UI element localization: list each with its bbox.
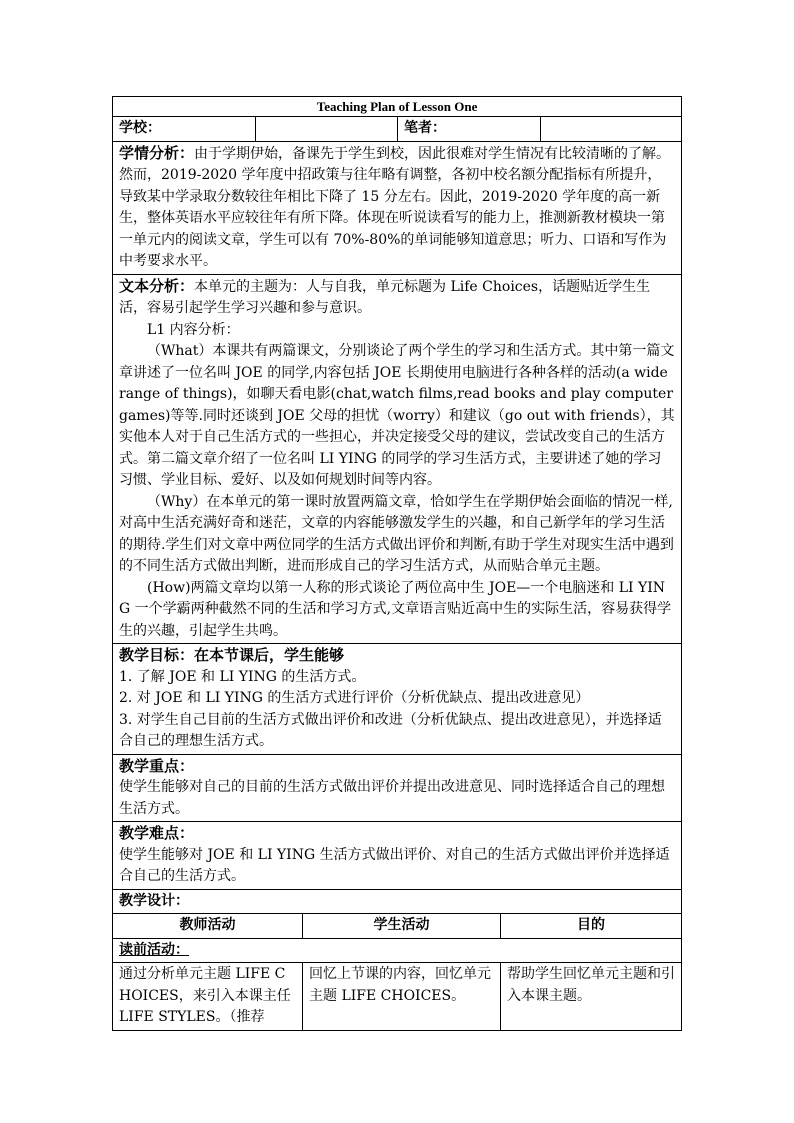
design-header-row <box>113 914 682 939</box>
situation-label: 学情分析： <box>119 143 195 162</box>
situation-text: 由于学期伊始，备课先于学生到校，因此很难对学生情况有比较清晰的了解。然而，2019-2020 学年度中招政策与往年略有调整，各初中校名额分配指标有所提升，导致某中学录取分数较往年相比下降了 15 分左右。因此，2019-2020 学年度的高一新生，整体英语水平应较往年有所下降。体现在听说读看写的能力上，推测新教材模块一第一单元内的阅读文章，学生可以有 70%-80%的单词能够知道意思；听力、口语和写作为中考要求水平。 <box>119 145 671 269</box>
what-paragraph: （What）本课共有两篇课文，分别谈论了两个学生的学习和生活方式。其中第一篇文章讲述了一位名叫 JOE 的同学,内容包括 JOE 长期使用电脑进行各种各样的活动(a wide range of things)，如聊天看电影(chat,watch films,read books and play computer games)等等.同时还谈到 JOE 父母的担忧（worry）和建议（go out with friends），其实他本人对于自己生活方式的一些担心，并决定接受父母的建议，尝试改变自己的生活方式。第二篇文章介绍了一位名叫 LI YING 的同学的学习生活方式，主要讲述了她的学习习惯、学业目标、爱好、以及如何规划时间等内容。 <box>119 343 675 488</box>
design-label-row <box>113 889 682 914</box>
pre-reading-label: 读前活动： <box>119 941 189 958</box>
text-analysis-intro: 本单元的主题为：人与自我，单元标题为 Life Choices，话题贴近学生生活，容易引起学生学习兴趣和参与意识。 <box>119 278 651 316</box>
objective-item: 2. 对 JOE 和 LI YING 的生活方式进行评价（分析优缺点、提出改进意见） <box>119 690 590 706</box>
design-label: 教学设计： <box>113 889 682 914</box>
situation-analysis <box>113 141 682 274</box>
purpose-cell: 帮助学生回忆单元主题和引入本课主题。 <box>501 963 682 1031</box>
teaching-objectives <box>113 644 682 755</box>
l1-heading: L1 内容分析： <box>147 321 240 338</box>
how-paragraph: (How)两篇文章均以第一人称的形式谈论了两位高中生 JOE—一个电脑迷和 LI YING 一个学霸两种截然不同的生活和学习方式,文章语言贴近高中生的实际生活，容易获得学生的兴趣，引起学生共鸣。 <box>119 579 672 639</box>
design-activity-row <box>113 963 682 1031</box>
difficulties-row <box>113 822 682 890</box>
school-value <box>256 117 398 142</box>
key-points <box>113 754 682 822</box>
difficulties <box>113 822 682 890</box>
header-teacher-activity: 教师活动 <box>113 914 303 939</box>
difficulties-label: 教学难点： <box>119 824 195 842</box>
key-points-row <box>113 754 682 822</box>
text-analysis <box>113 274 682 644</box>
objective-item: 3. 对学生自己目前的生活方式做出评价和改进（分析优缺点、提出改进意见），并选择适合自己的理想生活方式。 <box>119 711 662 749</box>
document-title: Teaching Plan of Lesson One <box>113 97 682 117</box>
difficulties-text: 使学生能够对 JOE 和 LI YING 生活方式做出评价、对自己的生活方式做出评价并选择适合自己的生活方式。 <box>119 846 670 884</box>
situation-row <box>113 141 682 274</box>
school-author-row <box>113 117 682 142</box>
teacher-activity-cell: 通过分析单元主题 LIFE CHOICES，来引入本课主任 LIFE STYLES。（推荐 <box>113 963 303 1031</box>
key-points-text: 使学生能够对自己的目前的生活方式做出评价并提出改进意见、同时选择适合自己的理想生活方式。 <box>119 779 665 817</box>
teaching-plan-table <box>112 96 682 1031</box>
why-paragraph: （Why）在本单元的第一课时放置两篇文章，恰如学生在学期伊始会面临的情况一样,对高中生活充满好奇和迷茫，文章的内容能够激发学生的兴趣，和自己新学年的学习生活的期待.学生们对文章中两位同学的生活方式做出评价和判断,有助于学生对现实生活中遇到的不同生活方式做出判断，进而形成自己的学习生活方式，从而贴合单元主题。 <box>119 493 674 574</box>
header-purpose: 目的 <box>501 914 682 939</box>
school-label: 学校： <box>113 117 256 142</box>
author-value <box>541 117 682 142</box>
text-analysis-row <box>113 274 682 644</box>
objective-item: 1. 了解 JOE 和 LI YING 的生活方式。 <box>119 668 366 685</box>
title-row <box>113 97 682 117</box>
pre-reading-row <box>113 938 682 963</box>
objectives-row <box>113 644 682 755</box>
objectives-label: 教学目标：在本节课后，学生能够 <box>119 646 345 664</box>
author-label: 笔者： <box>398 117 541 142</box>
header-student-activity: 学生活动 <box>303 914 501 939</box>
key-points-label: 教学重点： <box>119 756 195 775</box>
text-analysis-label: 文本分析： <box>119 276 195 295</box>
student-activity-cell: 回忆上节课的内容，回忆单元主题 LIFE CHOICES。 <box>303 963 501 1031</box>
